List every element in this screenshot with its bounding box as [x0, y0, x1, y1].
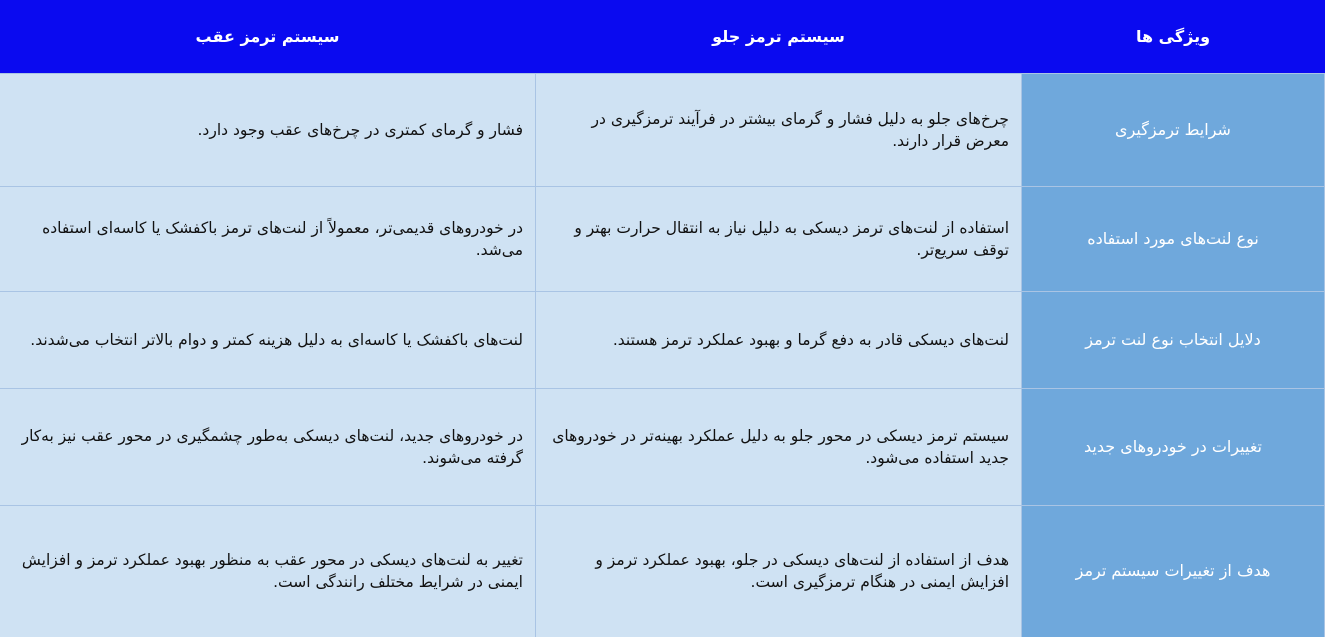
feature-cell: شرایط ترمزگیری [1022, 73, 1325, 186]
rear-brake-cell: در خودروهای قدیمی‌تر، معمولاً از لنت‌های ترمز باکفشک یا کاسه‌ای استفاده می‌شد. [0, 186, 536, 291]
table-row [0, 388, 1325, 505]
table-row [0, 505, 1325, 637]
table-header-row [0, 0, 1325, 73]
rear-brake-cell: در خودروهای جدید، لنت‌های دیسکی به‌طور چشمگیری در محور عقب نیز به‌کار گرفته می‌شوند. [0, 388, 536, 505]
rear-brake-cell: لنت‌های باکفشک یا کاسه‌ای به دلیل هزینه کمتر و دوام بالاتر انتخاب می‌شدند. [0, 291, 536, 388]
front-brake-cell: استفاده از لنت‌های ترمز دیسکی به دلیل نیاز به انتقال حرارت بهتر و توقف سریع‌تر. [536, 186, 1022, 291]
feature-cell: دلایل انتخاب نوع لنت ترمز [1022, 291, 1325, 388]
header-rear-brake: سیستم ترمز عقب [0, 0, 536, 73]
rear-brake-cell: فشار و گرمای کمتری در چرخ‌های عقب وجود دارد. [0, 73, 536, 186]
header-front-brake: سیستم ترمز جلو [536, 0, 1022, 73]
feature-cell: نوع لنت‌های مورد استفاده [1022, 186, 1325, 291]
header-feature: ویژگی ها [1022, 0, 1325, 73]
feature-cell: هدف از تغییرات سیستم ترمز [1022, 505, 1325, 637]
table-row [0, 291, 1325, 388]
table-row [0, 73, 1325, 186]
front-brake-cell: هدف از استفاده از لنت‌های دیسکی در جلو، بهبود عملکرد ترمز و افزایش ایمنی در هنگام ترمزگیری است. [536, 505, 1022, 637]
rear-brake-cell: تغییر به لنت‌های دیسکی در محور عقب به منظور بهبود عملکرد ترمز و افزایش ایمنی در شرایط مختلف رانندگی است. [0, 505, 536, 637]
front-brake-cell: چرخ‌های جلو به دلیل فشار و گرمای بیشتر در فرآیند ترمزگیری در معرض قرار دارند. [536, 73, 1022, 186]
feature-cell: تغییرات در خودروهای جدید [1022, 388, 1325, 505]
table-row [0, 186, 1325, 291]
front-brake-cell: لنت‌های دیسکی قادر به دفع گرما و بهبود عملکرد ترمز هستند. [536, 291, 1022, 388]
front-brake-cell: سیستم ترمز دیسکی در محور جلو به دلیل عملکرد بهینه‌تر در خودروهای جدید استفاده می‌شود. [536, 388, 1022, 505]
